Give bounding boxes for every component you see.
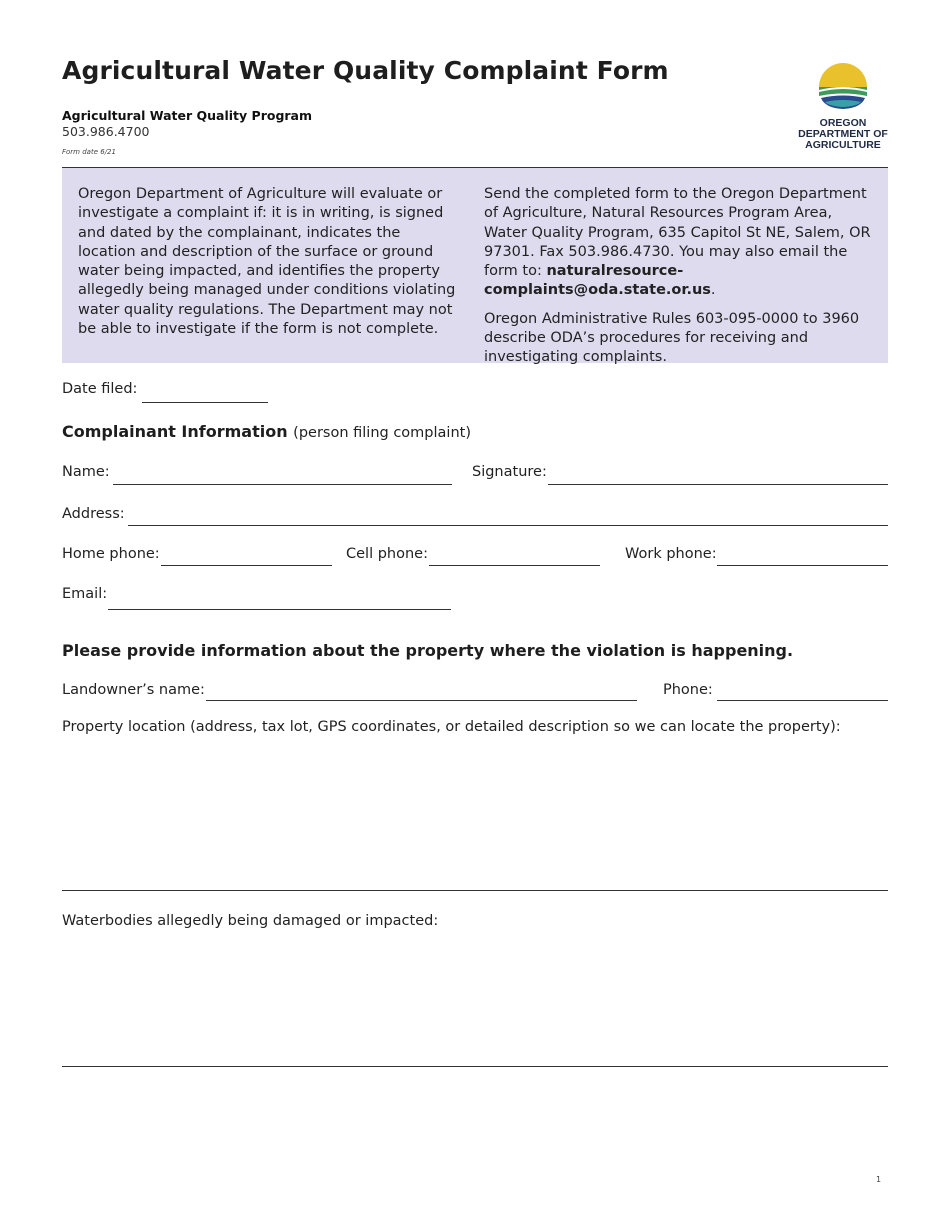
info-box [62, 168, 888, 366]
cell-phone-field[interactable] [429, 565, 600, 566]
program-name: Agricultural Water Quality Program [62, 108, 313, 123]
property-location-label: Property location (address, tax lot, GPS coordinates, or detailed description so we can locate the property): [62, 719, 841, 735]
name-field[interactable] [113, 484, 452, 485]
page-title: Agricultural Water Quality Complaint Form [62, 56, 669, 85]
landowner-phone-label: Phone: [663, 682, 713, 698]
evaluation-criteria-text: Oregon Department of Agriculture will evaluate or investigate a complaint if: it is in writing, is signed and dated by the complainant, indicates the location and description of the surface or ground water being impacted, and identifies the property allegedly being managed under conditions violating water quality regulations. The Department may not be able to investigate if the form is not complete. [78, 186, 456, 338]
page-number: 1 [876, 1175, 882, 1184]
logo-line-2: DEPARTMENT OF [798, 128, 888, 140]
address-field[interactable] [128, 525, 888, 526]
property-heading: Please provide information about the property where the violation is happening. [62, 641, 794, 660]
logo-line-1: OREGON [819, 117, 867, 129]
landowner-phone-field[interactable] [717, 700, 888, 701]
complainant-heading-sub: (person filing complaint) [293, 425, 471, 441]
property-location-field[interactable] [62, 890, 888, 891]
home-phone-field[interactable] [161, 565, 332, 566]
complainant-heading [62, 422, 471, 441]
info-right-column [484, 185, 878, 377]
form-date: Form date 6/21 [62, 148, 116, 156]
address-label: Address: [62, 506, 125, 522]
oda-logo [792, 62, 894, 151]
info-left-column [78, 185, 458, 339]
cell-phone-label: Cell phone: [346, 546, 428, 562]
submission-text: Send the completed form to the Oregon Department of Agriculture, Natural Resources Program Area, Water Quality Program, 635 Capitol St NE, Salem, OR 97301. Fax 503.986.4730. You may also email the form to: [484, 186, 871, 280]
date-filed-field[interactable] [142, 402, 268, 403]
oar-text: Oregon Administrative Rules 603-095-0000 to 3960 describe ODA’s procedures for receiving and investigating complaints. [484, 310, 860, 366]
name-label: Name: [62, 464, 110, 480]
oda-logo-icon [817, 62, 869, 112]
signature-field[interactable] [548, 484, 888, 485]
date-filed-label: Date filed: [62, 381, 138, 397]
complainant-heading-title: Complainant Information [62, 422, 288, 441]
waterbodies-field[interactable] [62, 1066, 888, 1067]
email-label: Email: [62, 586, 108, 602]
landowner-field[interactable] [206, 700, 637, 701]
landowner-label: Landowner’s name: [62, 682, 205, 698]
work-phone-field[interactable] [717, 565, 888, 566]
waterbodies-label: Waterbodies allegedly being damaged or impacted: [62, 913, 439, 929]
home-phone-label: Home phone: [62, 546, 160, 562]
work-phone-label: Work phone: [625, 546, 717, 562]
submission-period: . [710, 282, 716, 299]
logo-line-3: AGRICULTURE [805, 139, 881, 151]
complaints-email[interactable]: naturalresource-complaints@oda.state.or.us [484, 263, 711, 299]
email-field[interactable] [108, 609, 451, 610]
program-phone: 503.986.4700 [62, 124, 150, 139]
signature-label: Signature: [472, 464, 547, 480]
submission-instructions [484, 185, 878, 301]
